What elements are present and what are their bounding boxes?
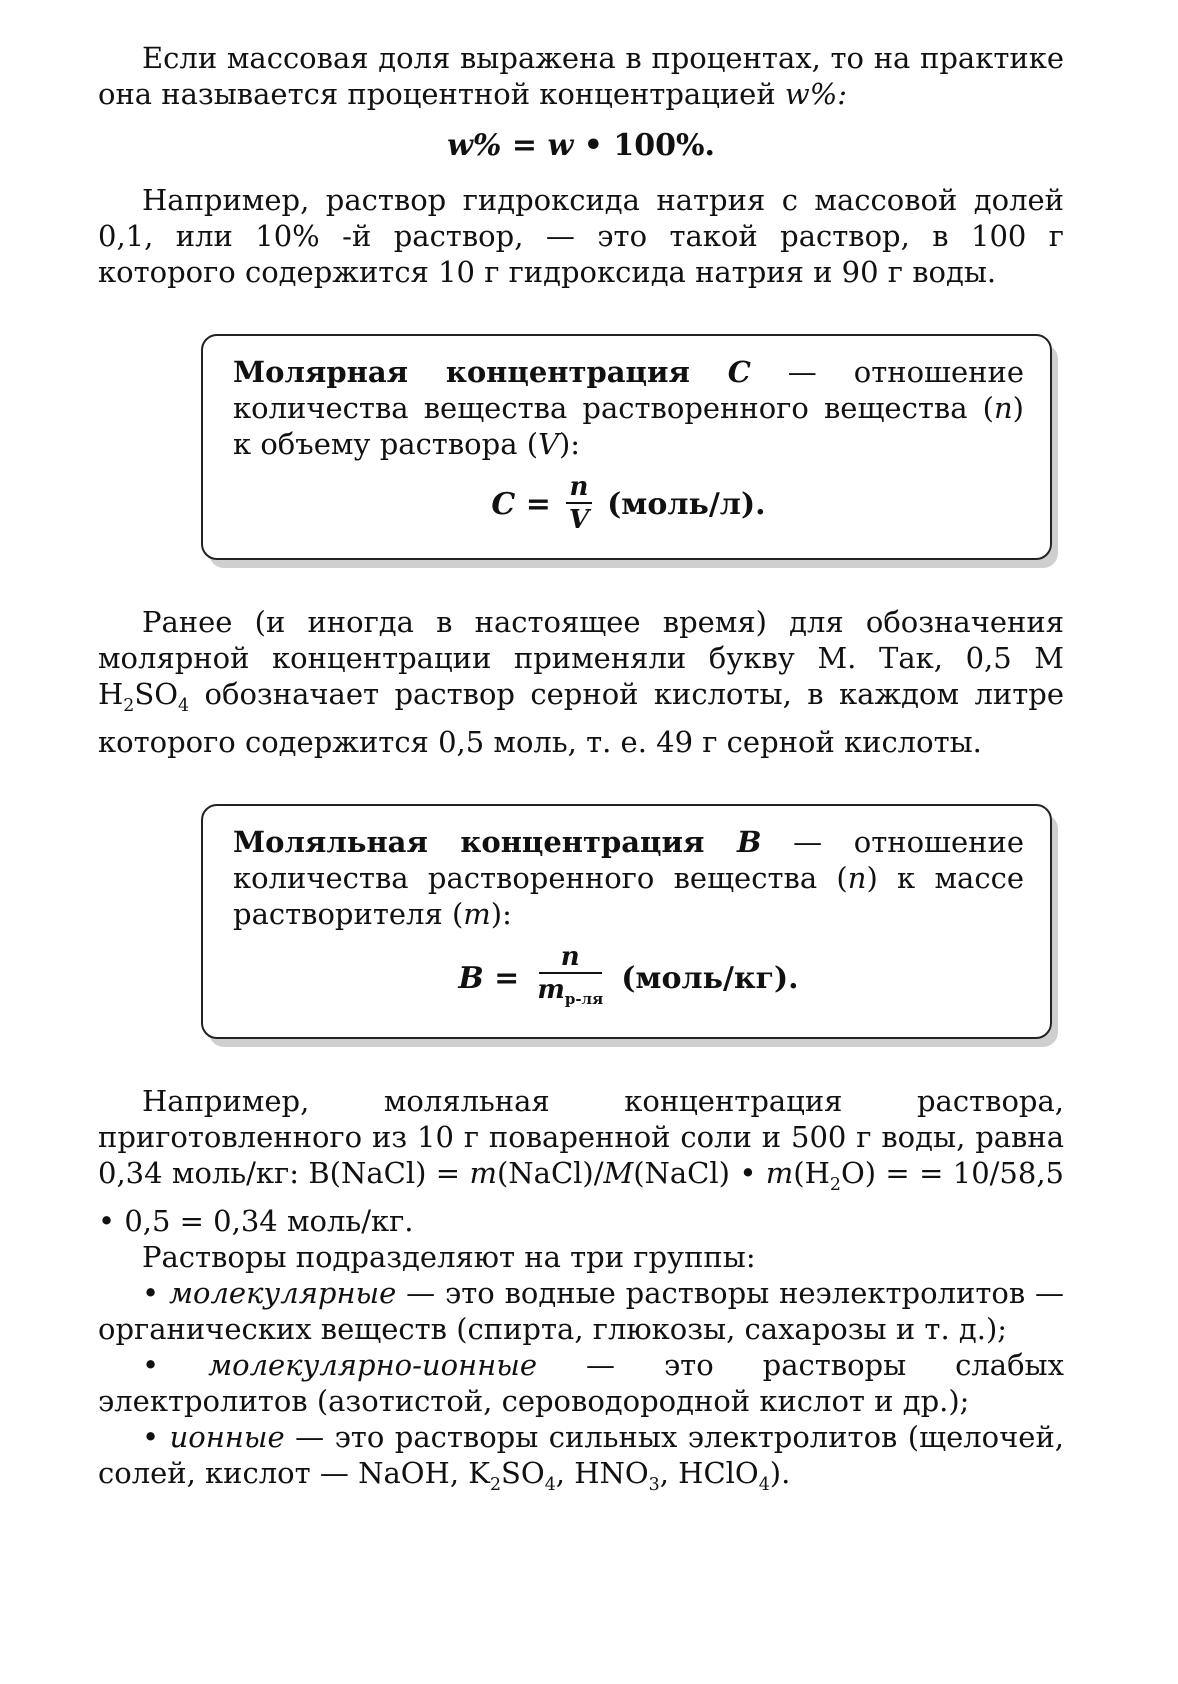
- molal-m-symbol: m: [463, 896, 491, 931]
- para3-sub1: 2: [123, 695, 135, 716]
- molal-formula: [233, 942, 1024, 1015]
- molal-fraction-numerator: n: [539, 942, 602, 974]
- molar-formula: [233, 472, 1024, 536]
- para4-t1: Например, моляльная концентрация раствора, приготовленного из 10 г поваренной соли и 500 г воды, равна 0,34 моль/кг: B(NaCl) =: [98, 1083, 1064, 1190]
- paragraph-text: Если массовая доля выражена в процентах, то на практике она называется процентной концентрацией: [98, 41, 1064, 111]
- molar-fraction-numerator: n: [566, 472, 593, 504]
- molar-fraction-denominator: V: [568, 505, 590, 535]
- molal-def-part1: — отношение количества растворенного вещества (: [233, 824, 1024, 895]
- formula-rest: • 100%.: [573, 128, 715, 163]
- molal-formula-lhs: B =: [458, 960, 520, 996]
- molal-unit: (моль/кг).: [621, 960, 799, 996]
- molar-term: Молярная концентрация: [233, 355, 728, 389]
- formula-lhs: w%: [447, 128, 502, 163]
- molal-fraction: [533, 942, 607, 1015]
- formula-eq: =: [501, 128, 548, 163]
- paragraph-molar-letter-m: [98, 604, 1064, 760]
- paragraph-percent-concentration: [98, 40, 1064, 112]
- molar-def-part2: ) к объему раствора (: [233, 391, 1024, 461]
- bullet-text: — это водные растворы неэлектролитов — органических веществ (спирта, глюкозы, сахарозы и т. д.);: [98, 1275, 1064, 1346]
- textbook-page: [98, 40, 1064, 1503]
- molal-den-sub: р-ля: [564, 989, 604, 1008]
- molar-v-symbol: V: [538, 427, 559, 461]
- para4-sub: 2: [829, 1174, 841, 1195]
- bullet-text: ).: [769, 1455, 791, 1490]
- bullet-term: молекулярные: [168, 1275, 397, 1310]
- formula-w: w: [547, 128, 574, 163]
- molar-n-symbol: n: [993, 391, 1013, 425]
- para4-t2: (NaCl)/: [496, 1155, 604, 1190]
- bullet-sub: 4: [758, 1474, 770, 1495]
- molal-den-m: m: [537, 974, 565, 1005]
- molal-concentration-box: [201, 804, 1052, 1039]
- bullet-sub: 4: [544, 1474, 556, 1495]
- percent-formula: [98, 126, 1064, 166]
- paragraph-example-naoh: Например, раствор гидроксида натрия с массовой долей 0,1, или 10% -й раствор, — это такой раствор, в 100 г которого содержится 10 г гидроксида натрия и 90 г воды.: [98, 183, 1064, 289]
- bullet-text: , HClO: [659, 1455, 759, 1490]
- bullet-term: ионные: [169, 1419, 285, 1454]
- bullet-sub: 3: [648, 1474, 660, 1495]
- molal-symbol: B: [736, 824, 762, 859]
- molar-concentration-box: [201, 334, 1052, 560]
- molar-def-part1: — отношение количества вещества растворенного вещества (: [233, 355, 1024, 425]
- para4-m2: m: [765, 1155, 794, 1190]
- para3-text1: Ранее (и иногда в настоящее время) для обозначения молярной концентрации применяли букву М. Так, 0,5 М H: [98, 605, 1064, 711]
- molar-symbol: C: [727, 355, 751, 389]
- molal-def-part3: ):: [490, 896, 512, 931]
- list-item: [98, 1275, 1064, 1347]
- para4-t5: O) = = 10/58,5 • 0,5 = 0,34 моль/кг.: [98, 1155, 1064, 1238]
- molar-definition: [233, 354, 1024, 462]
- para3-text3: обозначает раствор серной кислоты, в каждом литре которого содержится 0,5 моль, т. е. 49 г серной кислоты.: [98, 677, 1064, 759]
- para4-t3: (NaCl) •: [633, 1155, 766, 1190]
- list-item: [98, 1419, 1064, 1503]
- bullet-term: молекулярно-ионные: [208, 1347, 538, 1382]
- molal-definition: [233, 824, 1024, 932]
- paragraph-groups-intro: Растворы подразделяют на три группы:: [142, 1239, 756, 1274]
- molar-def-part3: ):: [558, 427, 581, 461]
- molal-def-part2: ) к массе растворителя (: [233, 860, 1024, 931]
- molar-unit: (моль/л).: [607, 486, 766, 522]
- para3-sub2: 4: [178, 695, 190, 716]
- bullet-text: , HNO: [555, 1455, 649, 1490]
- bullet-dot: •: [142, 1275, 169, 1310]
- bullet-dot: •: [142, 1419, 170, 1454]
- bullet-dot: •: [142, 1347, 209, 1382]
- paragraph-molal-example: [98, 1083, 1064, 1239]
- molal-fraction-denominator: [533, 974, 607, 1015]
- w-percent-symbol: w%:: [784, 77, 848, 111]
- bullet-sub: 2: [489, 1474, 502, 1495]
- para3-text2: SO: [134, 677, 179, 711]
- bullet-text: SO: [501, 1455, 545, 1490]
- molal-term: Моляльная концентрация: [233, 824, 737, 859]
- para4-m1: m: [469, 1155, 497, 1190]
- molal-n-symbol: n: [847, 860, 867, 895]
- para4-t4: (H: [793, 1155, 830, 1190]
- molar-formula-lhs: C =: [491, 486, 551, 522]
- bullet-text: — это растворы сильных электролитов (щелочей, солей, кислот — NaOH, K: [98, 1419, 1064, 1490]
- bullet-text: — это растворы слабых электролитов (азотистой, сероводородной кислот и др.);: [98, 1347, 1064, 1418]
- list-item: [98, 1347, 1064, 1419]
- molar-fraction: [565, 472, 593, 536]
- para4-M: M: [603, 1155, 634, 1190]
